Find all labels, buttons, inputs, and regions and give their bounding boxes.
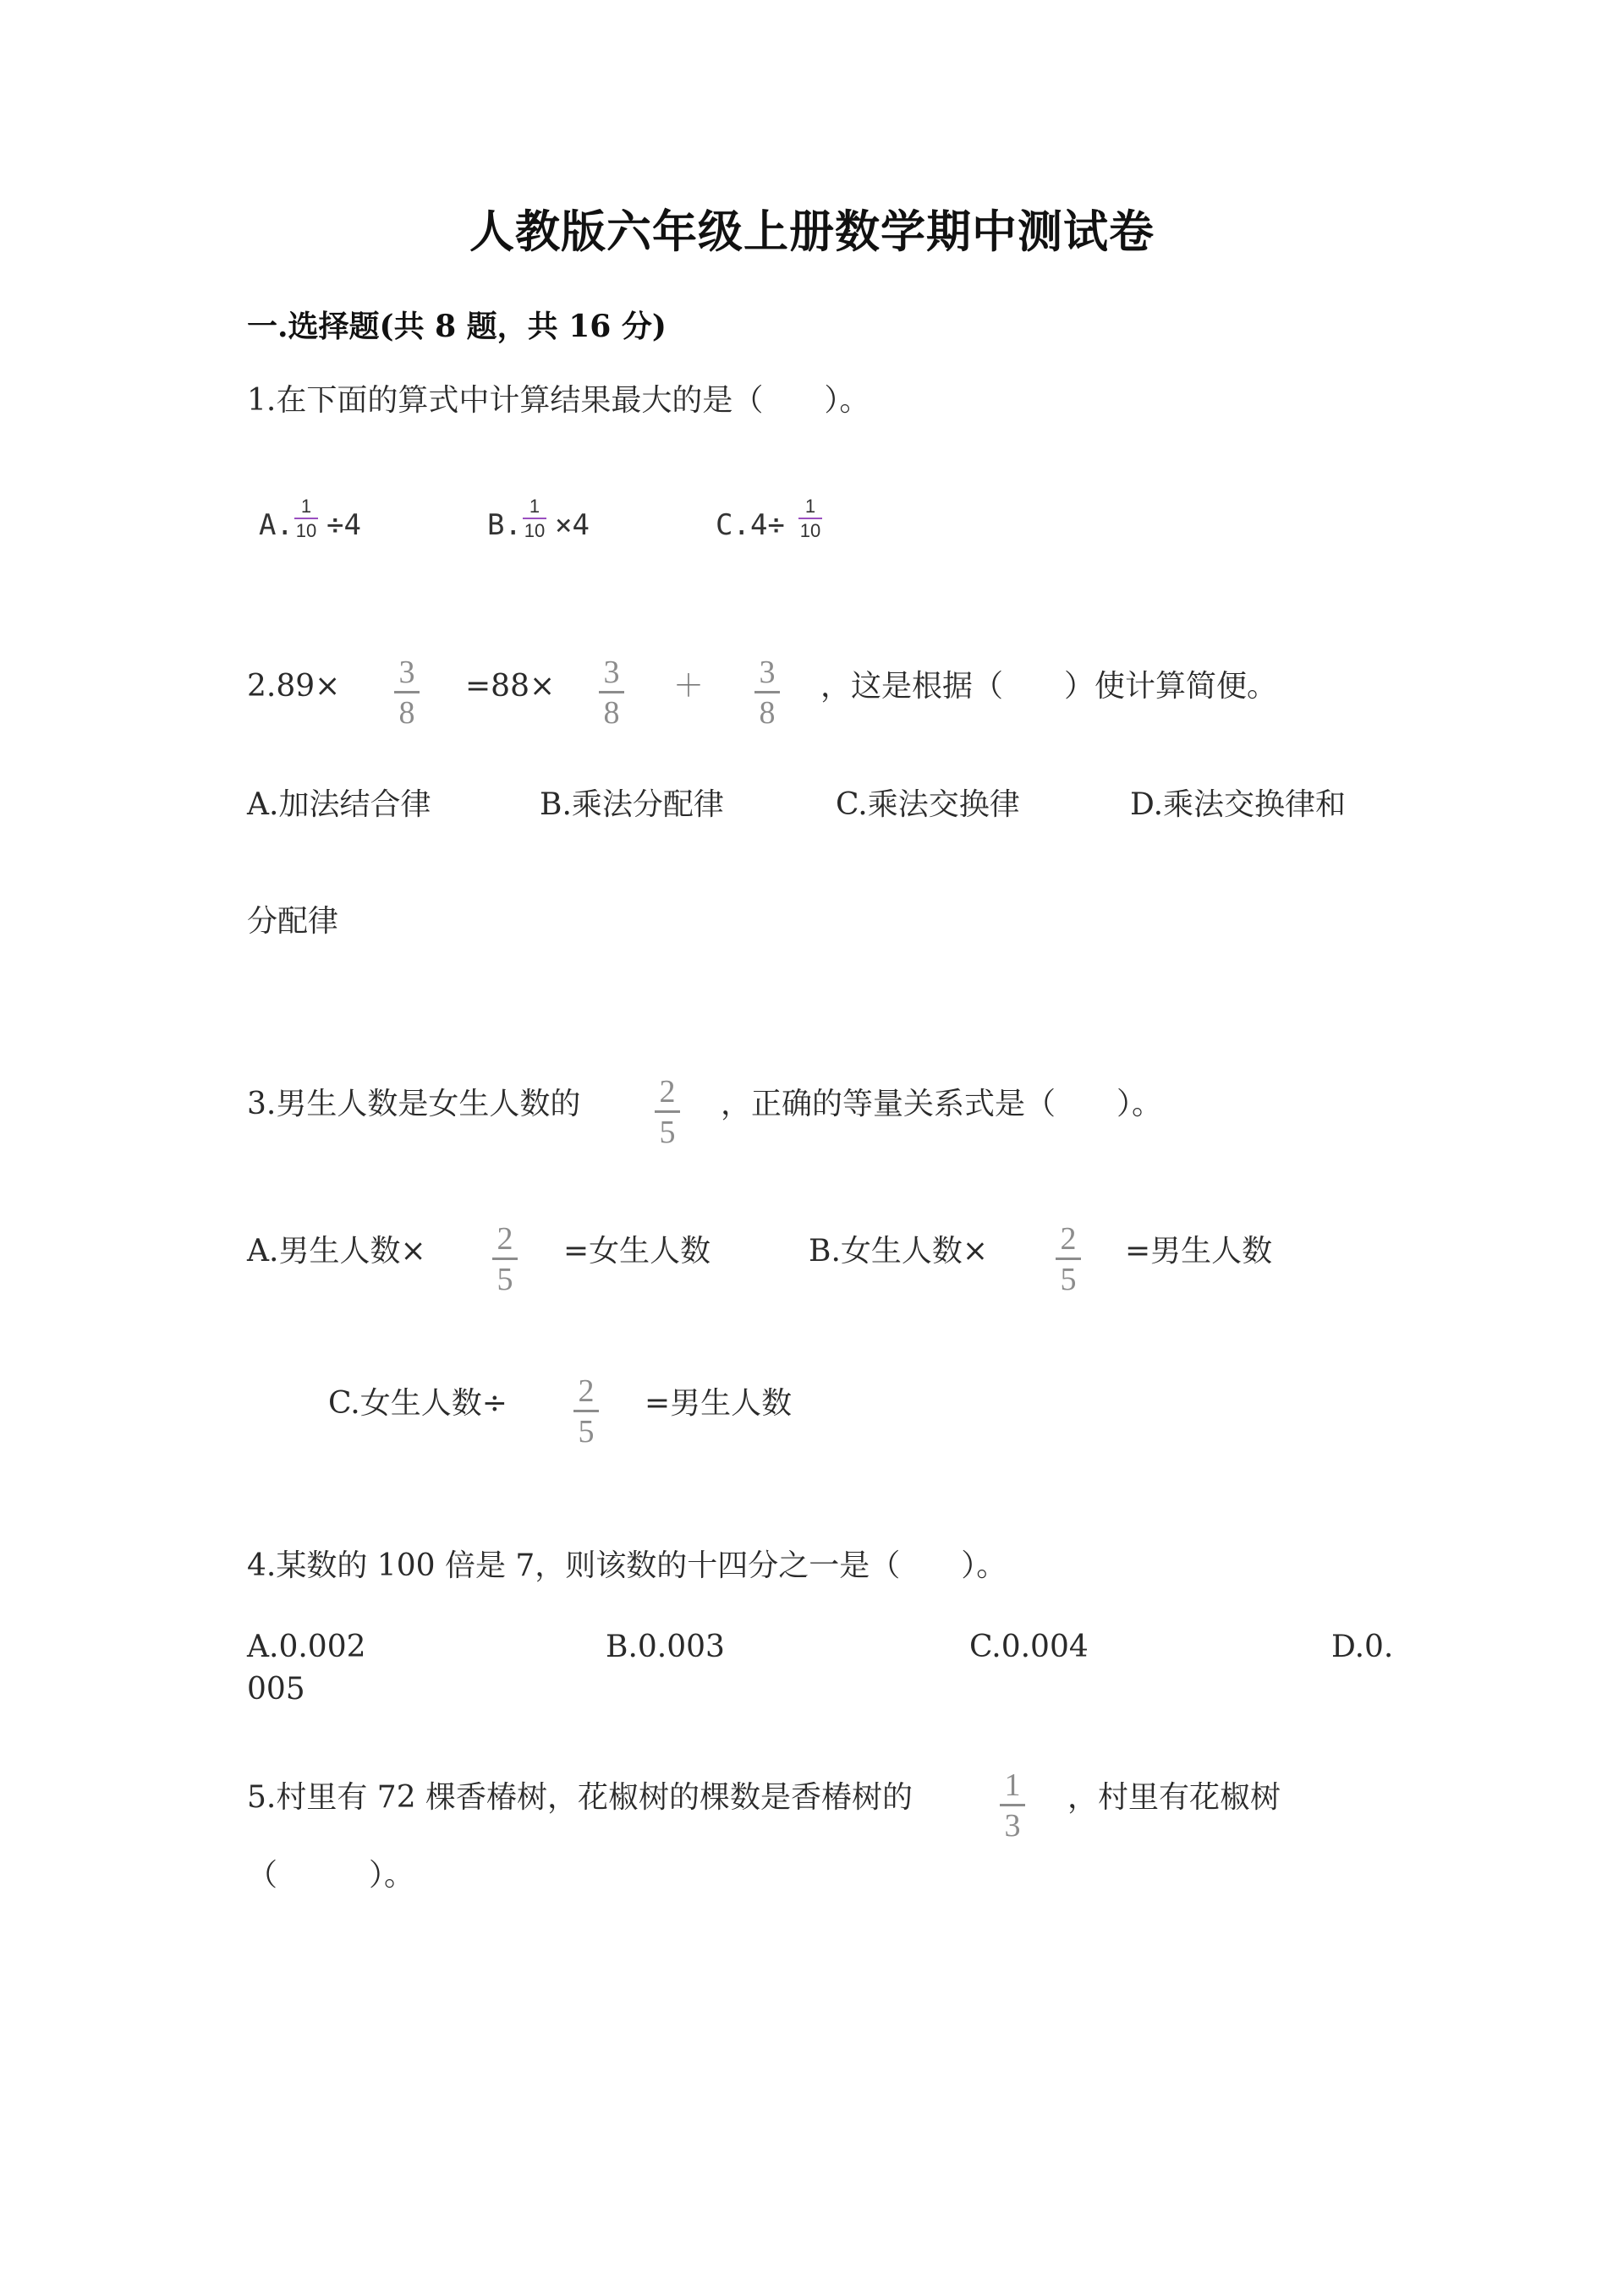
question-3-option-b-pre: B.女生人数× xyxy=(809,1234,989,1269)
question-3-part-1: 3.男生人数是女生人数的 xyxy=(247,1087,581,1121)
question-4-option-c: C.0.004 xyxy=(969,1630,1089,1664)
option-c-prefix: C.4÷ xyxy=(716,508,785,542)
fraction-bar xyxy=(573,1410,599,1412)
fraction-bar xyxy=(599,691,624,693)
fraction-denominator: 8 xyxy=(398,695,415,731)
option-a-fraction xyxy=(294,497,318,540)
question-4-option-a: A.0.002 xyxy=(247,1630,366,1664)
question-5-fraction xyxy=(1000,1769,1025,1842)
question-1-stem: 1.在下面的算式中计算结果最大的是（ ）。 xyxy=(247,383,870,418)
fraction-numerator: 3 xyxy=(398,655,415,690)
fraction-denominator: 8 xyxy=(759,695,776,731)
fraction-bar xyxy=(394,691,420,693)
question-5-part-1: 5.村里有 72 棵香椿树，花椒树的棵数是香椿树的 xyxy=(247,1780,914,1815)
question-2-fraction-2 xyxy=(599,656,624,729)
question-3-fraction xyxy=(655,1076,680,1148)
question-2-option-b: B.乘法分配律 xyxy=(540,787,724,822)
fraction-numerator: 2 xyxy=(578,1373,595,1409)
fraction-bar xyxy=(798,518,822,519)
fraction-numerator: 1 xyxy=(1004,1767,1021,1803)
question-3-option-c-fraction xyxy=(573,1375,599,1448)
question-3-option-c-post: =男生人数 xyxy=(645,1386,793,1421)
page-title: 人教版六年级上册数学期中测试卷 xyxy=(469,205,1155,258)
fraction-bar xyxy=(754,691,780,693)
fraction-numerator: 1 xyxy=(529,496,540,517)
question-4-stem: 4.某数的 100 倍是 7，则该数的十四分之一是（ ）。 xyxy=(247,1548,1007,1583)
fraction-denominator: 5 xyxy=(578,1414,595,1449)
option-b-suffix: ×4 xyxy=(555,508,590,542)
question-3-option-c-pre: C.女生人数÷ xyxy=(328,1386,508,1421)
question-4-option-d-continued: 005 xyxy=(247,1672,305,1707)
fraction-numerator: 3 xyxy=(603,655,620,690)
question-3-option-a-pre: A.男生人数× xyxy=(247,1234,426,1269)
fraction-bar xyxy=(492,1258,518,1260)
fraction-denominator: 5 xyxy=(659,1115,676,1150)
question-2-part-3: ，这是根据（ ）使计算简便。 xyxy=(820,669,1278,704)
fraction-bar xyxy=(294,518,318,519)
question-3-option-b-fraction xyxy=(1056,1223,1081,1296)
question-4-option-b: B.0.003 xyxy=(606,1630,725,1664)
fraction-numerator: 1 xyxy=(804,496,816,517)
fraction-numerator: 2 xyxy=(497,1221,513,1257)
section-heading: 一.选择题(共 8 题，共 16 分) xyxy=(247,309,667,344)
option-b-fraction xyxy=(523,497,546,540)
fraction-denominator: 8 xyxy=(603,695,620,731)
question-4-option-d: D.0. xyxy=(1331,1630,1394,1664)
question-2-fraction-1 xyxy=(394,656,420,729)
fraction-denominator: 10 xyxy=(799,520,821,541)
question-2-fraction-3 xyxy=(754,656,780,729)
question-3-part-2: ，正确的等量关系式是（ ）。 xyxy=(721,1087,1163,1121)
question-3-option-a-fraction xyxy=(492,1223,518,1296)
question-2-option-a: A.加法结合律 xyxy=(247,787,431,822)
fraction-bar xyxy=(1000,1804,1025,1806)
plus-sign: ＋ xyxy=(673,669,705,704)
option-c-fraction xyxy=(798,497,822,540)
fraction-numerator: 2 xyxy=(659,1074,676,1110)
fraction-numerator: 3 xyxy=(759,655,776,690)
question-2-option-c: C.乘法交换律 xyxy=(836,787,1020,822)
fraction-numerator: 1 xyxy=(300,496,312,517)
fraction-bar xyxy=(523,518,546,519)
question-5-part-3: （ ）。 xyxy=(247,1858,415,1893)
fraction-numerator: 2 xyxy=(1060,1221,1077,1257)
fraction-denominator: 5 xyxy=(497,1262,513,1297)
question-3-option-a-post: =女生人数 xyxy=(563,1234,711,1269)
fraction-denominator: 10 xyxy=(524,520,546,541)
question-2-option-d: D.乘法交换律和 xyxy=(1130,787,1347,822)
option-b-prefix: B. xyxy=(487,508,522,542)
question-2-option-d-continued: 分配律 xyxy=(247,904,339,939)
fraction-bar xyxy=(1056,1258,1081,1260)
question-2-part-2: =88× xyxy=(465,669,556,704)
option-a-suffix: ÷4 xyxy=(326,508,361,542)
fraction-denominator: 3 xyxy=(1004,1808,1021,1844)
question-3-option-b-post: =男生人数 xyxy=(1125,1234,1273,1269)
option-a-prefix: A. xyxy=(259,508,294,542)
question-5-part-2: ，村里有花椒树 xyxy=(1067,1780,1281,1815)
question-2-part-1: 2.89× xyxy=(247,669,341,704)
fraction-denominator: 5 xyxy=(1060,1262,1077,1297)
fraction-denominator: 10 xyxy=(295,520,317,541)
fraction-bar xyxy=(655,1110,680,1113)
